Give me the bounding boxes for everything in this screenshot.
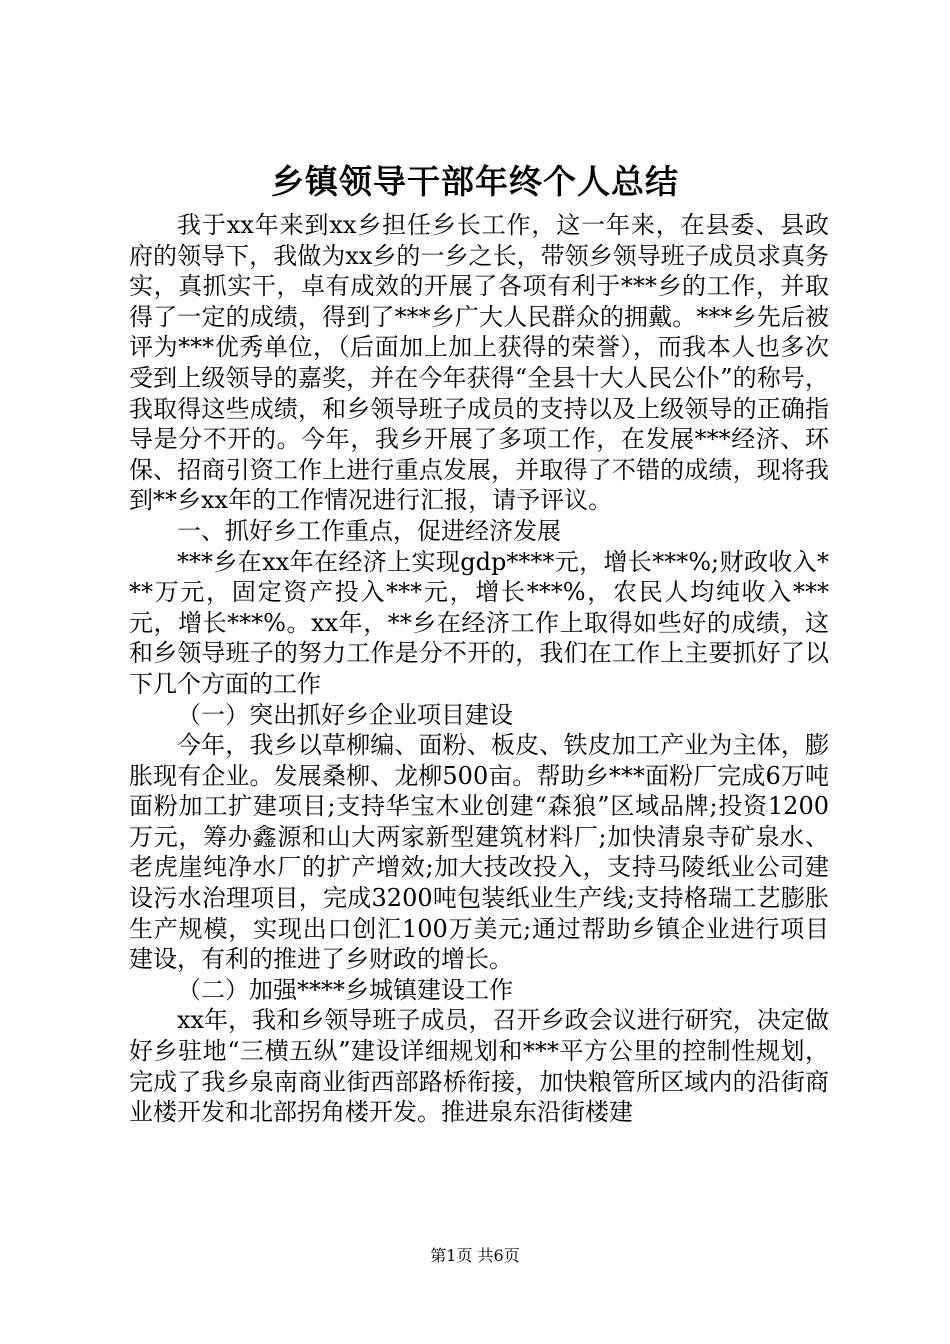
town-construction-paragraph: xx年，我和乡领导班子成员，召开乡政会议进行研究，决定做好乡驻地“三横五纵”建设详细规划和***平方公里的控制性规划，完成了我乡泉南商业街西部路桥衔接，加快粮管所区域内的沿街商业楼开发和北部拐角楼开发。推进泉东沿街楼建	[129, 1006, 829, 1127]
page-footer: 第1页 共6页	[430, 1246, 520, 1265]
economy-paragraph: ***乡在xx年在经济上实现gdp****元，增长***%;财政收入***万元，固定资产投入***元，增长***%，农民人均纯收入***元，增长***%。xx年，**乡在经济工作上取得如些好的成绩，这和乡领导班子的努力工作是分不开的，我们在工作上主要抓好了以下几个方面的工作	[129, 547, 829, 698]
section-heading-1: 一、抓好乡工作重点，促进经济发展	[177, 516, 561, 545]
document-body	[129, 210, 829, 1128]
subsection-heading-2: （二）加强****乡城镇建设工作	[177, 975, 513, 1004]
enterprise-paragraph: 今年，我乡以草柳编、面粉、板皮、铁皮加工产业为主体，膨胀现有企业。发展桑柳、龙柳500亩。帮助乡***面粉厂完成6万吨面粉加工扩建项目;支持华宝木业创建“森狼”区域品牌;投资1200万元，筹办鑫源和山大两家新型建筑材料厂;加快清泉寺矿泉水、老虎崖纯净水厂的扩产增效;加大技改投入，支持马陵纸业公司建设污水治理项目，完成3200吨包装纸业生产线;支持格瑞工艺膨胀生产规模，实现出口创汇100万美元;通过帮助乡镇企业进行项目建设，有利的推进了乡财政的增长。	[129, 731, 829, 974]
subsection-heading-1: （一）突出抓好乡企业项目建设	[177, 700, 513, 729]
intro-paragraph: 我于xx年来到xx乡担任乡长工作，这一年来，在县委、县政府的领导下，我做为xx乡的一乡之长，带领乡领导班子成员求真务实，真抓实干，卓有成效的开展了各项有利于***乡的工作，并取得了一定的成绩，得到了***乡广大人民群众的拥戴。***乡先后被评为***优秀单位，（后面加上加上获得的荣誉），而我本人也多次受到上级领导的嘉奖，并在今年获得“全县十大人民公仆”的称号，我取得这些成绩，和乡领导班子成员的支持以及上级领导的正确指导是分不开的。今年，我乡开展了多项工作，在发展***经济、环保、招商引资工作上进行重点发展，并取得了不错的成绩，现将我到**乡xx年的工作情况进行汇报，请予评议。	[129, 211, 829, 515]
document-title: 乡镇领导干部年终个人总结	[271, 162, 679, 201]
